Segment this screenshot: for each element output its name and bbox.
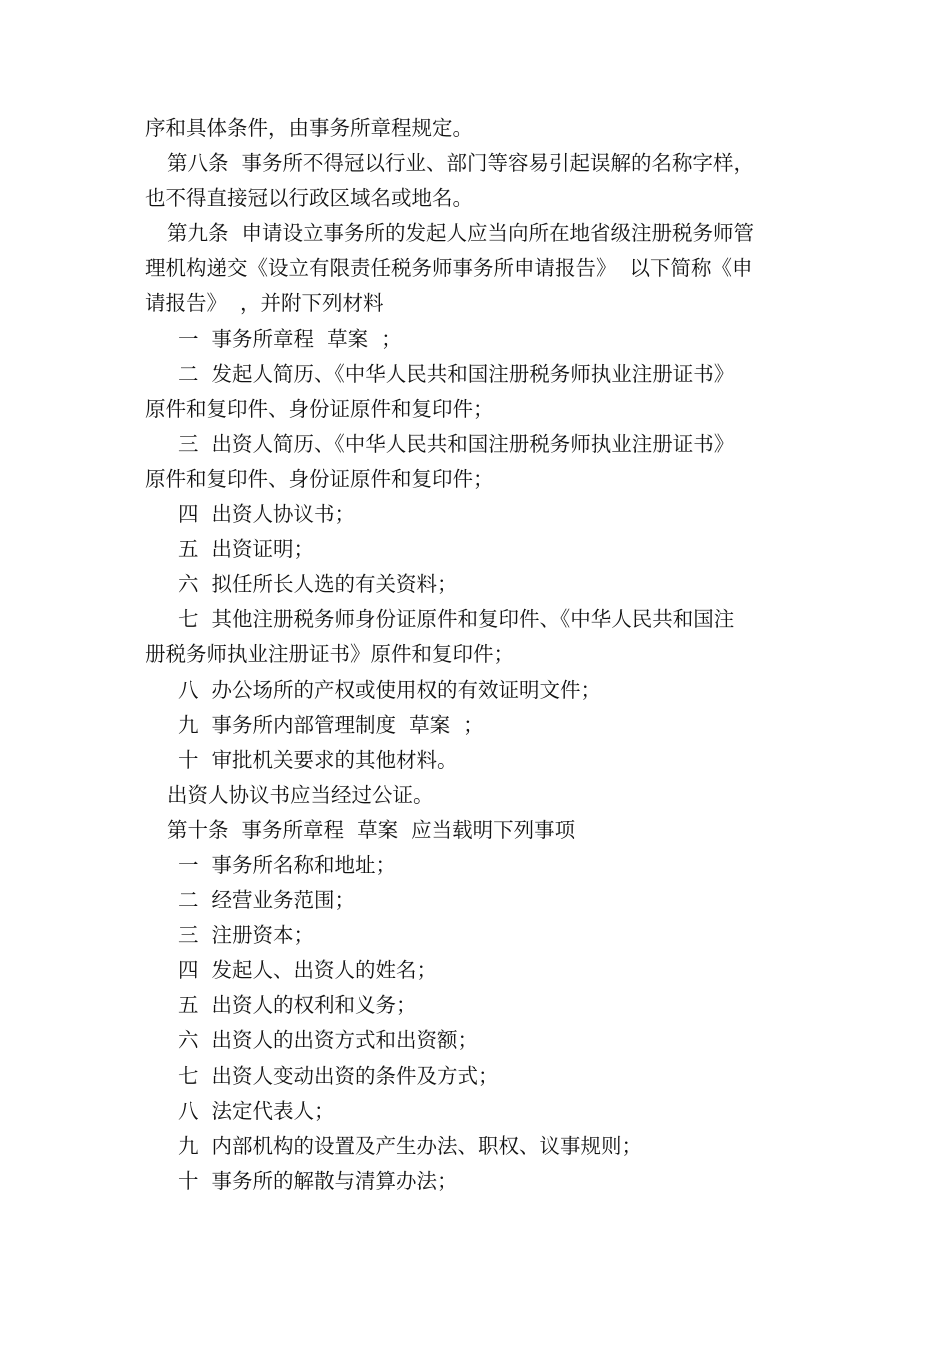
- list-item: 四 出资人协议书；: [178, 502, 356, 527]
- list-item: 八 法定代表人；: [178, 1098, 335, 1123]
- list-item: 二 发起人简历、《中华人民共和国注册税务师执业注册证书》: [178, 361, 735, 386]
- list-item: 四 发起人、出资人的姓名；: [178, 958, 438, 983]
- list-item: 七 其他注册税务师身份证原件和复印件、《中华人民共和国注: [178, 607, 735, 632]
- text-line: 第十条 事务所章程 草案 应当载明下列事项: [167, 817, 576, 842]
- list-item: 三 注册资本；: [178, 923, 315, 948]
- list-item: 三 出资人简历、《中华人民共和国注册税务师执业注册证书》: [178, 431, 735, 456]
- list-item: 九 内部机构的设置及产生办法、职权、议事规则；: [178, 1133, 643, 1158]
- list-item: 一 事务所章程 草案 ；: [178, 326, 402, 351]
- list-item: 一 事务所名称和地址；: [178, 852, 397, 877]
- list-item: 九 事务所内部管理制度 草案 ；: [178, 712, 484, 737]
- list-item: 六 拟任所长人选的有关资料；: [178, 572, 458, 597]
- text-line: 也不得直接冠以行政区域名或地名。: [145, 186, 473, 211]
- text-line: 原件和复印件、身份证原件和复印件；: [145, 466, 494, 491]
- list-item: 十 审批机关要求的其他材料。: [178, 747, 458, 772]
- text-line: 请报告》 ，并附下列材料: [145, 291, 384, 316]
- list-item: 五 出资证明；: [178, 537, 315, 562]
- text-line: 第八条 事务所不得冠以行业、部门等容易引起误解的名称字样，: [167, 151, 755, 176]
- list-item: 十 事务所的解散与清算办法；: [178, 1168, 458, 1193]
- text-line: 原件和复印件、身份证原件和复印件；: [145, 396, 494, 421]
- list-item: 八 办公场所的产权或使用权的有效证明文件；: [178, 677, 602, 702]
- text-line: 出资人协议书应当经过公证。: [167, 782, 434, 807]
- list-item: 七 出资人变动出资的条件及方式；: [178, 1063, 499, 1088]
- list-item: 五 出资人的权利和义务；: [178, 993, 417, 1018]
- list-item: 六 出资人的出资方式和出资额；: [178, 1028, 479, 1053]
- text-line: 序和具体条件，由事务所章程规定。: [145, 116, 473, 140]
- text-line: 理机构递交《设立有限责任税务师事务所申请报告》 以下简称《申: [145, 256, 753, 281]
- list-item: 二 经营业务范围；: [178, 888, 356, 913]
- document-body: [145, 111, 815, 1199]
- text-line: 册税务师执业注册证书》原件和复印件；: [145, 642, 514, 667]
- text-line: 第九条 申请设立事务所的发起人应当向所在地省级注册税务师管: [167, 221, 755, 246]
